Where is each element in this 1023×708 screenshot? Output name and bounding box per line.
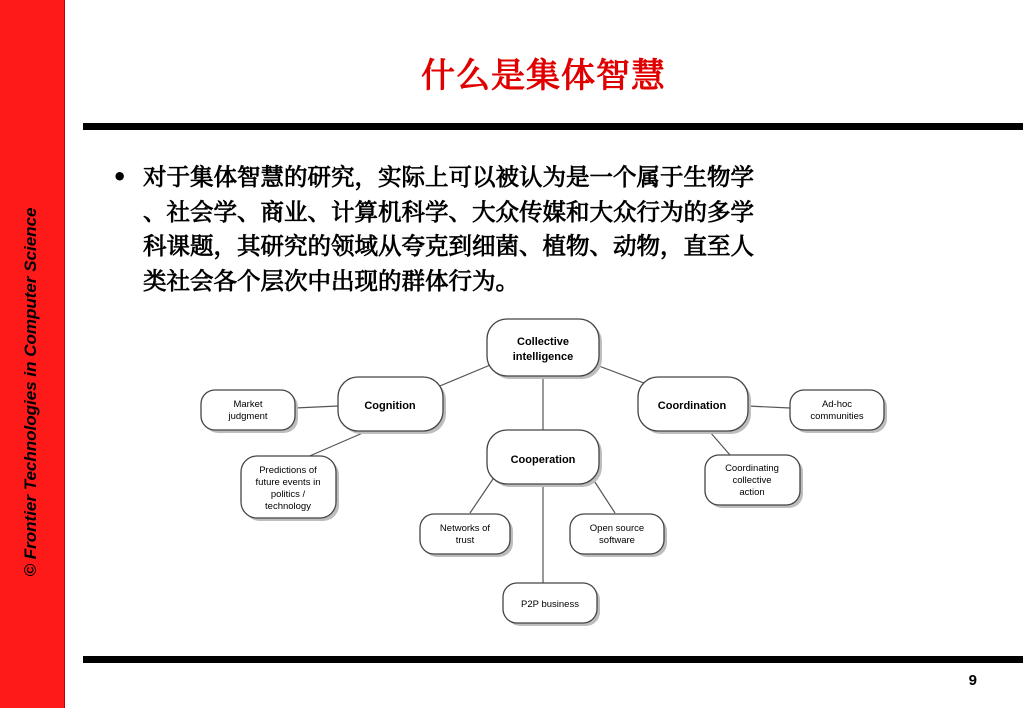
node-cooperation: [487, 430, 602, 487]
bullet-line: 科课题，其研究的领域从夸克到细菌、植物、动物，直至人: [143, 232, 754, 260]
bullet-marker: •: [112, 163, 128, 191]
node-label: intelligence: [512, 351, 574, 363]
node-label: trust: [455, 535, 475, 546]
node-label: software: [599, 535, 635, 546]
node-collective-intelligence: [487, 319, 602, 379]
top-rule: [83, 123, 1023, 130]
bottom-rule: [83, 656, 1023, 663]
node-label: Predictions of: [259, 465, 317, 476]
node-label: Market: [233, 399, 263, 410]
edge: [748, 406, 790, 408]
collective-intelligence-diagram: [195, 318, 895, 633]
edge: [470, 476, 495, 513]
bullet-paragraph: [143, 160, 968, 298]
bullet-line: 类社会各个层次中出现的群体行为。: [143, 266, 519, 295]
node-label: Ad-hoc: [821, 399, 853, 410]
node-coordinating-collective-action: [705, 455, 803, 508]
node-label: collective: [732, 475, 772, 486]
node-label: Cognition: [364, 400, 416, 412]
page-number: 9: [968, 672, 977, 689]
node-predictions: [241, 456, 339, 521]
node-adhoc-communities: [790, 390, 887, 433]
node-label: Collective: [517, 336, 569, 348]
node-label: Open source: [589, 523, 645, 534]
node-coordination: [638, 377, 751, 434]
node-label: technology: [265, 501, 311, 512]
node-label: P2P business: [521, 599, 579, 610]
node-label: Coordination: [657, 400, 727, 412]
node-networks-of-trust: [420, 514, 513, 557]
node-cognition: [338, 377, 446, 434]
node-open-source-software: [570, 514, 667, 557]
node-label: Cooperation: [510, 454, 576, 466]
edge: [435, 363, 495, 388]
edge: [305, 432, 365, 458]
slide-title: 什么是集体智慧: [421, 56, 666, 96]
edge: [295, 406, 338, 408]
node-label: future events in: [255, 477, 321, 488]
node-label: politics /: [270, 489, 306, 500]
node-label: judgment: [228, 411, 268, 422]
bullet-line: 、社会学、商业、计算机科学、大众传媒和大众行为的多学: [143, 197, 754, 226]
node-label: action: [739, 487, 765, 498]
bullet-line: 对于集体智慧的研究，实际上可以被认为是一个属于生物学: [143, 163, 754, 191]
node-label: Networks of: [439, 523, 491, 534]
side-band: [0, 0, 65, 708]
node-market-judgment: [201, 390, 298, 433]
node-label: Coordinating: [725, 463, 779, 474]
node-label: communities: [810, 411, 864, 422]
node-p2p-business: [503, 583, 600, 626]
copyright-text: © Frontier Technologies in Computer Science: [21, 207, 40, 577]
edge: [710, 432, 730, 455]
